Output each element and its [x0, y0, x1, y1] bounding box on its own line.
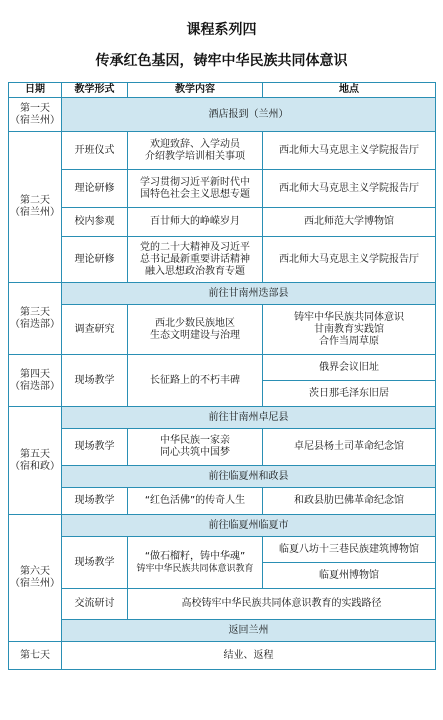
day5-date: 第五天 （宿和政） [9, 407, 62, 515]
day3-location: 铸牢中华民族共同体意识 甘南教育实践馆 合作当周草原 [263, 305, 436, 355]
day3-content: 西北少数民族地区 生态文明建设与治理 [128, 305, 263, 355]
day6-row [9, 515, 436, 537]
day3-row [9, 305, 436, 355]
day5-row [9, 488, 436, 515]
day4-row [9, 355, 436, 381]
day2-location-1: 西北师大马克思主义学院报告厅 [263, 132, 436, 170]
day5-band-2: 前往临夏州和政县 [62, 466, 436, 488]
day2-row [9, 237, 436, 283]
day6-band-2: 返回兰州 [62, 620, 436, 642]
day5-content-2: “红色活佛”的传奇人生 [128, 488, 263, 515]
day2-row [9, 132, 436, 170]
day6-form-1: 现场教学 [62, 537, 128, 589]
day2-date: 第二天 （宿兰州） [9, 132, 62, 283]
day6-band-1: 前往临夏州临夏市 [62, 515, 436, 537]
day2-content-3: 百廿师大的峥嵘岁月 [128, 208, 263, 237]
day5-row [9, 429, 436, 466]
day6-location-1: 临夏八坊十三巷民族建筑博物馆 [263, 537, 436, 563]
day2-content-4: 党的二十大精神及习近平 总书记最新重要讲话精神 融入思想政治教育专题 [128, 237, 263, 283]
day6-content-1 [128, 537, 263, 589]
header-date: 日期 [9, 83, 62, 98]
day4-form: 现场教学 [62, 355, 128, 407]
day4-date: 第四天 （宿迭部） [9, 355, 62, 407]
day5-location-1: 卓尼县杨土司革命纪念馆 [263, 429, 436, 466]
day6-date: 第六天 （宿兰州） [9, 515, 62, 642]
day7-content: 结业、返程 [62, 642, 436, 670]
day3-band: 前往甘南州迭部县 [62, 283, 436, 305]
day6-row [9, 589, 436, 620]
day7-date: 第七天 [9, 642, 62, 670]
day2-location-3: 西北师范大学博物馆 [263, 208, 436, 237]
day6-location-2: 临夏州博物馆 [263, 563, 436, 589]
day2-row [9, 208, 436, 237]
day6-content-main: “做石榴籽，铸中华魂” [144, 550, 246, 562]
day2-content-1: 欢迎致辞、入学动员 介绍教学培训相关事项 [128, 132, 263, 170]
header-form: 教学形式 [62, 83, 128, 98]
course-series-title: 课程系列四 [186, 22, 257, 38]
day7-row [9, 642, 436, 670]
day4-location-2: 茨日那毛泽东旧居 [263, 381, 436, 407]
header-location: 地点 [263, 83, 436, 98]
day5-form-2: 现场教学 [62, 488, 128, 515]
day6-content-sub: 铸牢中华民族共同体意识教育 [136, 563, 254, 574]
day5-row [9, 466, 436, 488]
day2-location-2: 西北师大马克思主义学院报告厅 [263, 170, 436, 208]
day3-row [9, 283, 436, 305]
header-row [9, 83, 436, 98]
day2-form-4: 理论研修 [62, 237, 128, 283]
day3-date: 第三天 （宿迭部） [9, 283, 62, 355]
day6-row [9, 537, 436, 563]
day5-content-1: 中华民族一家亲 同心共筑中国梦 [128, 429, 263, 466]
day4-content: 长征路上的不朽丰碑 [128, 355, 263, 407]
day2-content-2: 学习贯彻习近平新时代中 国特色社会主义思想专题 [128, 170, 263, 208]
header-content: 教学内容 [128, 83, 263, 98]
day2-location-4: 西北师大马克思主义学院报告厅 [263, 237, 436, 283]
day3-form: 调查研究 [62, 305, 128, 355]
day5-band-1: 前往甘南州卓尼县 [62, 407, 436, 429]
course-subtitle: 传承红色基因，铸牢中华民族共同体意识 [95, 53, 348, 69]
day6-form-2: 交流研讨 [62, 589, 128, 620]
day2-form-2: 理论研修 [62, 170, 128, 208]
day4-location-1: 俄界会议旧址 [263, 355, 436, 381]
day6-row [9, 620, 436, 642]
day1-row [9, 98, 436, 132]
day1-date: 第一天 （宿兰州） [9, 98, 62, 132]
schedule-table [8, 82, 436, 670]
day2-form-3: 校内参观 [62, 208, 128, 237]
day1-band: 酒店报到（兰州） [62, 98, 436, 132]
day2-row [9, 170, 436, 208]
day5-form-1: 现场教学 [62, 429, 128, 466]
day5-row [9, 407, 436, 429]
day2-form-1: 开班仪式 [62, 132, 128, 170]
day5-location-2: 和政县肋巴佛革命纪念馆 [263, 488, 436, 515]
day6-content-2: 高校铸牢中华民族共同体意识教育的实践路径 [128, 589, 436, 620]
